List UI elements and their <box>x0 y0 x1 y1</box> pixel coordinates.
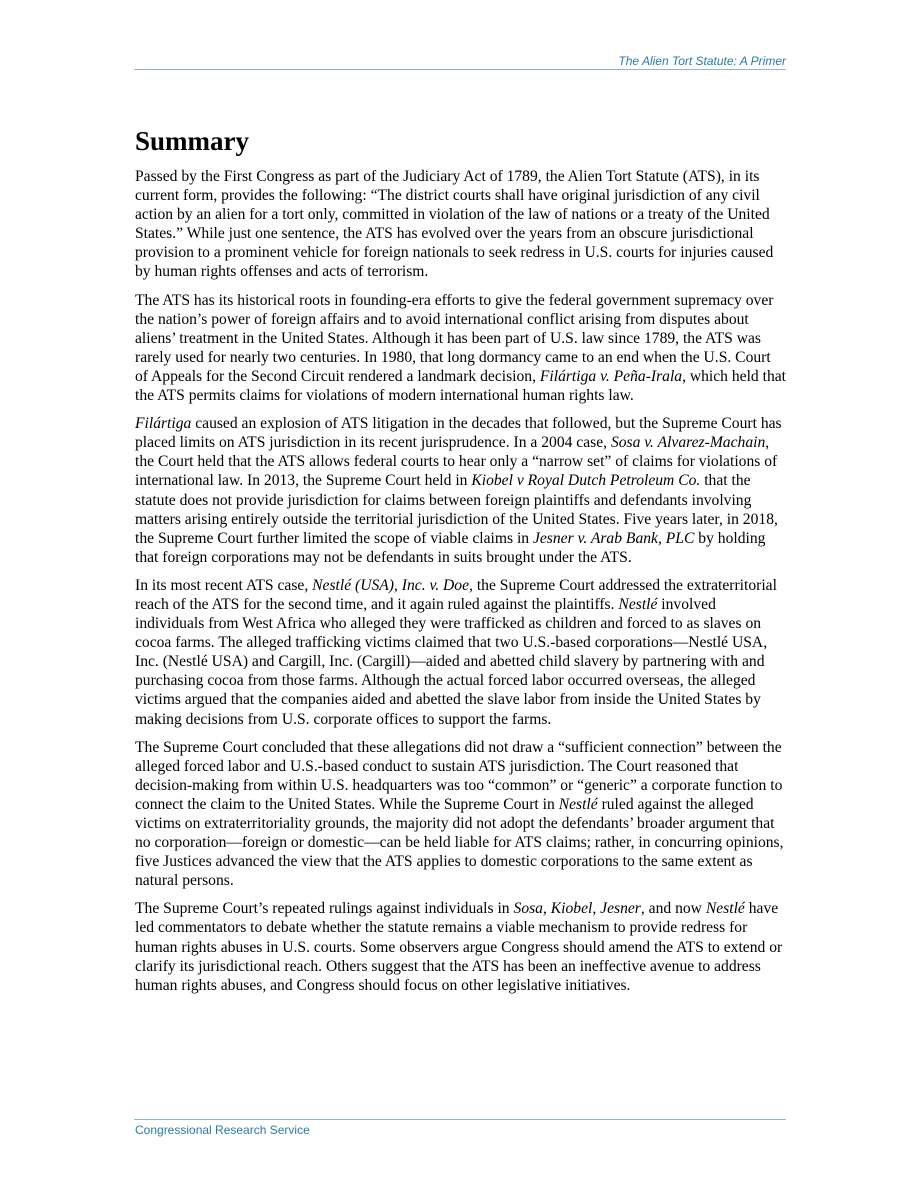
paragraph-3-text-3: that the statute does not provide jurisdiction for claims between foreign plaintiffs and defendants involving matters arising entirely outside the territorial jurisdiction of the United States. Five years later, in 2018, the Supreme Court further limited the scope of viable claims in <box>135 472 778 547</box>
running-header-title: The Alien Tort Statute: A Primer <box>618 54 786 68</box>
case-citation-nestle: Nestlé <box>618 595 658 613</box>
case-citation-kiobel: Kiobel <box>550 900 593 918</box>
section-heading: Summary <box>135 126 249 156</box>
paragraph-6-text-1: The Supreme Court’s repeated rulings against individuals in <box>135 900 514 918</box>
case-citation-jesner: Jesner <box>600 900 641 918</box>
paragraph-3-text-4: by holding that foreign corporations may not be defendants in suits brought under the ATS. <box>135 529 766 566</box>
case-citation-filartiga-pena-irala: Filártiga v. Peña-Irala <box>539 367 683 385</box>
paragraph-6 <box>135 899 786 994</box>
footer-organization: Congressional Research Service <box>135 1123 310 1137</box>
summary-section <box>135 124 786 1004</box>
separator: , <box>592 900 601 918</box>
separator: , <box>542 900 551 918</box>
paragraph-5-text-1: The Supreme Court concluded that these allegations did not draw a “sufficient connection” between the alleged forced labor and U.S.-based conduct to sustain ATS jurisdiction. The Court reasoned that decision-making from within U.S. headquarters was too “common” or “generic” a corporate function to connect the claim to the United States. While the Supreme Court in <box>135 738 783 813</box>
paragraph-6-text-3: have led commentators to debate whether the statute remains a viable mechanism to provide redress for human rights abuses in U.S. courts. Some observers argue Congress should amend the ATS to extend or clarify its jurisdictional reach. Others suggest that the ATS has been an ineffective avenue to address human rights abuses, and Congress should focus on other legislative initiatives. <box>135 900 783 994</box>
paragraph-1-text: Passed by the First Congress as part of the Judiciary Act of 1789, the Alien Tort Statute (ATS), in its current form, provides the following: “The district courts shall have original jurisdiction of any civil action by an alien for a tort only, committed in violation of the law of nations or a treaty of the United States.” While just one sentence, the ATS has evolved over the years from an obscure jurisdictional provision to a prominent vehicle for foreign nationals to seek redress in U.S. courts for injuries caused by human rights offenses and acts of terrorism. <box>135 168 774 281</box>
case-citation-sosa: Sosa v. Alvarez-Machain <box>610 434 766 452</box>
paragraph-2-text-2: , which held that the ATS permits claims for violations of modern international human rights law. <box>135 367 787 405</box>
paragraph-5-text-2: ruled against the alleged victims on extraterritoriality grounds, the majority did not adopt the defendants’ broader argument that no corporation—foreign or domestic—can be held liable for ATS claims; rather, in concurring opinions, five Justices advanced the view that the ATS applies to domestic corporations to the same extent as natural persons. <box>135 795 784 890</box>
paragraph-6-text-2: , and now <box>640 900 706 918</box>
paragraph-4-text-2: the Supreme Court addressed the extraterritorial reach of the ATS for the second time, and it again ruled against the plaintiffs. <box>135 576 777 613</box>
paragraph-1 <box>135 167 786 282</box>
paragraph-2 <box>135 291 786 406</box>
case-citation-filartiga: Filártiga <box>135 415 192 433</box>
case-citation-nestle: Nestlé <box>705 900 745 918</box>
paragraph-3-text-2: , the Court held that the ATS allows federal courts to hear only a “narrow set” of claims for violations of international law. In 2013, the Supreme Court held in <box>135 434 778 490</box>
case-citation-nestle-full: Nestlé (USA), Inc. v. Doe, <box>312 576 473 594</box>
paragraph-2-text-1: The ATS has its historical roots in founding-era efforts to give the federal government supremacy over the nation’s power of foreign affairs and to avoid international conflict arising from disputes about aliens’ treatment in the United States. Although it has been part of U.S. law since 1789, the ATS was rarely used for nearly two centuries. In 1980, that long dormancy came to an end when the U.S. Court of Appeals for the Second Circuit rendered a landmark decision, <box>135 291 774 385</box>
paragraph-4-text-3: involved individuals from West Africa who alleged they were trafficked as children and forced to as slaves on cocoa farms. The alleged trafficking victims claimed that two U.S.-based corporations—Nestlé USA, Inc. (Nestlé USA) and Cargill, Inc. (Cargill)—aided and abetted child slavery by partnering with and purchasing cocoa from those farms. Although the actual forced labor occurred overseas, the alleged victims argued that the companies aided and abetted the slave labor from inside the United States by making decisions from U.S. corporate offices to support the farms. <box>135 595 768 728</box>
paragraph-3-text-1: caused an explosion of ATS litigation in the decades that followed, but the Supreme Court has placed limits on ATS jurisdiction in its recent jurisprudence. In a 2004 case, <box>135 415 782 452</box>
header-divider <box>134 69 786 70</box>
paragraph-4 <box>135 576 786 729</box>
case-citation-sosa: Sosa <box>513 900 543 918</box>
paragraph-5 <box>135 738 786 891</box>
paragraph-4-text-1: In its most recent ATS case, <box>135 576 313 594</box>
case-citation-nestle: Nestlé <box>558 795 598 813</box>
paragraph-3 <box>135 414 786 567</box>
case-citation-kiobel: Kiobel v Royal Dutch Petroleum Co. <box>471 472 701 490</box>
case-citation-jesner: Jesner v. Arab Bank, PLC <box>532 529 695 547</box>
footer-divider <box>134 1119 786 1120</box>
